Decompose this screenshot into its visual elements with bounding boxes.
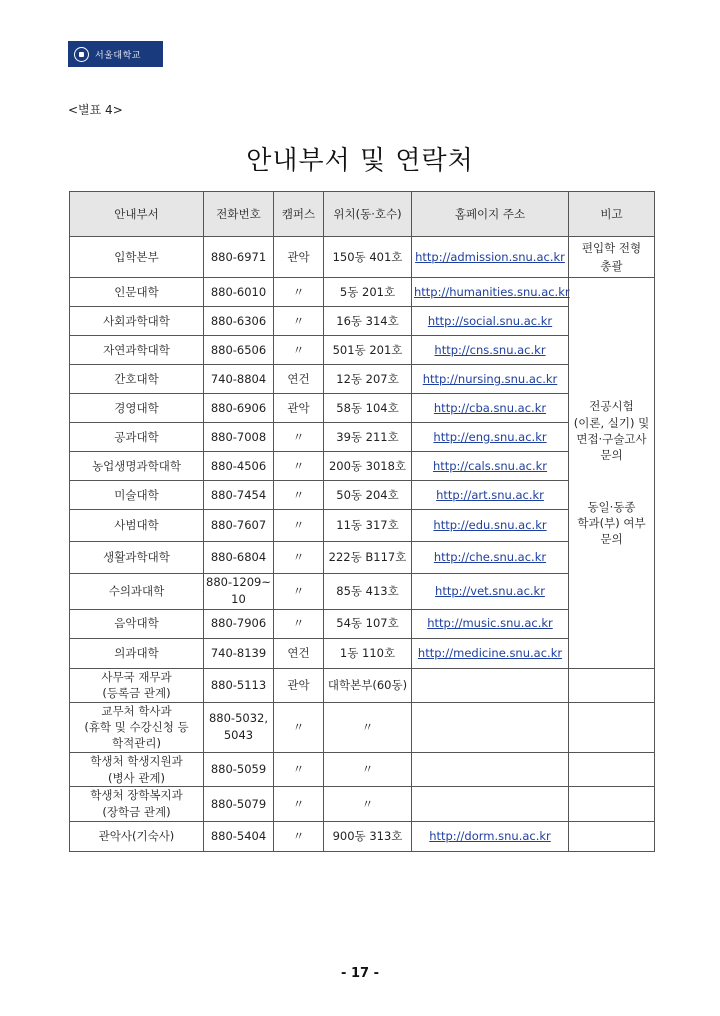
homepage-cell [412, 574, 569, 610]
note-line: 학과(부) 여부 [577, 515, 646, 530]
note-cell-empty [569, 752, 655, 786]
homepage-cell [412, 278, 569, 307]
campus-cell: 〃 [274, 752, 324, 786]
dept-cell [70, 787, 204, 821]
table-row [70, 668, 655, 702]
homepage-cell [412, 752, 569, 786]
homepage-link[interactable]: http://cals.snu.ac.kr [432, 458, 548, 473]
location-cell: 54동 107호 [324, 609, 412, 638]
campus-cell: 〃 [274, 452, 324, 481]
location-cell: 501동 201호 [324, 336, 412, 365]
dept-line: 교무처 학사과 [101, 704, 172, 719]
table-row [70, 452, 655, 481]
dept-cell: 입학본부 [70, 237, 204, 278]
location-cell: 200동 3018호 [324, 452, 412, 481]
campus-cell: 〃 [274, 307, 324, 336]
campus-cell: 관악 [274, 668, 324, 702]
homepage-cell [412, 668, 569, 702]
location-cell: 12동 207호 [324, 365, 412, 394]
homepage-link[interactable]: http://admission.snu.ac.kr [415, 249, 565, 264]
dept-cell: 간호대학 [70, 365, 204, 394]
contact-table [69, 191, 655, 852]
dept-line: 사무국 재무과 [101, 669, 172, 684]
table-row [70, 752, 655, 786]
location-cell: 900동 313호 [324, 821, 412, 851]
homepage-link[interactable]: http://nursing.snu.ac.kr [422, 371, 558, 386]
note-cell-empty [569, 668, 655, 702]
dept-line: (등록금 관계) [102, 686, 171, 701]
homepage-link[interactable]: http://eng.snu.ac.kr [433, 429, 547, 444]
location-cell: 〃 [324, 787, 412, 821]
phone-cell: 880-5113 [204, 668, 274, 702]
table-row [70, 609, 655, 638]
homepage-link[interactable]: http://humanities.snu.ac.kr [414, 284, 570, 299]
phone-line: 5043 [223, 728, 254, 743]
table-row [70, 394, 655, 423]
dept-line: (휴학 및 수강신청 등 [84, 720, 189, 735]
homepage-cell [412, 394, 569, 423]
note-cell-empty [569, 787, 655, 821]
homepage-cell [412, 821, 569, 851]
location-cell: 대학본부(60동) [324, 668, 412, 702]
location-cell: 11동 317호 [324, 510, 412, 542]
note-spacer [571, 463, 652, 499]
homepage-cell [412, 542, 569, 574]
homepage-cell [412, 452, 569, 481]
page-title: 안내부서 및 연락처 [246, 146, 474, 176]
note-line: 전공시험 [589, 399, 634, 414]
table-row [70, 336, 655, 365]
dept-line: (장학금 관계) [102, 804, 171, 819]
campus-cell: 〃 [274, 574, 324, 610]
phone-cell: 880-7008 [204, 423, 274, 452]
table-row [70, 278, 655, 307]
phone-cell: 880-6906 [204, 394, 274, 423]
location-cell: 222동 B117호 [324, 542, 412, 574]
dept-cell: 인문대학 [70, 278, 204, 307]
campus-cell: 〃 [274, 336, 324, 365]
campus-cell: 〃 [274, 510, 324, 542]
table-row [70, 307, 655, 336]
table-row [70, 237, 655, 278]
table-row [70, 423, 655, 452]
table-row [70, 481, 655, 510]
note-cell-empty [569, 821, 655, 851]
phone-cell: 880-7906 [204, 609, 274, 638]
location-cell: 1동 110호 [324, 638, 412, 668]
university-logo [68, 41, 163, 67]
phone-cell: 880-7607 [204, 510, 274, 542]
homepage-cell [412, 787, 569, 821]
homepage-link[interactable]: http://music.snu.ac.kr [427, 616, 553, 631]
homepage-link[interactable]: http://social.snu.ac.kr [427, 313, 553, 328]
table-label: <별표 4> [68, 103, 123, 117]
phone-cell: 880-6804 [204, 542, 274, 574]
table-row [70, 365, 655, 394]
homepage-link[interactable]: http://medicine.snu.ac.kr [417, 645, 563, 660]
note-line: 총괄 [600, 259, 623, 273]
location-cell: 85동 413호 [324, 574, 412, 610]
phone-cell: 880-6010 [204, 278, 274, 307]
phone-line: 880-5032, [208, 711, 269, 726]
campus-cell: 〃 [274, 542, 324, 574]
campus-cell: 연건 [274, 365, 324, 394]
campus-cell: 〃 [274, 278, 324, 307]
column-header-location: 위치(동·호수) [324, 192, 412, 237]
column-header-campus: 캠퍼스 [274, 192, 324, 237]
phone-cell: 880-6506 [204, 336, 274, 365]
phone-cell: 880-5079 [204, 787, 274, 821]
location-cell: 50동 204호 [324, 481, 412, 510]
note-cell-admission [569, 237, 655, 278]
homepage-cell [412, 307, 569, 336]
dept-cell [70, 752, 204, 786]
dept-line: 학생처 학생지원과 [90, 753, 183, 768]
dept-cell: 공과대학 [70, 423, 204, 452]
homepage-cell [412, 423, 569, 452]
table-row [70, 702, 655, 752]
table-row [70, 787, 655, 821]
location-cell: 16동 314호 [324, 307, 412, 336]
table-row [70, 510, 655, 542]
homepage-link[interactable]: http://che.snu.ac.kr [433, 550, 547, 565]
column-header-phone: 전화번호 [204, 192, 274, 237]
phone-cell: 740-8139 [204, 638, 274, 668]
note-line: 문의 [600, 531, 623, 546]
page-number: - 17 - [341, 966, 379, 981]
note-line: 동일·동종 [587, 499, 636, 514]
location-cell: 150동 401호 [324, 237, 412, 278]
homepage-cell [412, 481, 569, 510]
phone-line: 10 [231, 592, 246, 607]
note-line: (이론, 실기) 및 [573, 415, 650, 430]
homepage-cell [412, 638, 569, 668]
dept-cell [70, 702, 204, 752]
dept-cell: 사회과학대학 [70, 307, 204, 336]
note-cell-colleges [569, 278, 655, 669]
table-row [70, 638, 655, 668]
dept-cell: 자연과학대학 [70, 336, 204, 365]
location-cell: 〃 [324, 702, 412, 752]
homepage-cell [412, 510, 569, 542]
dept-line: 학생처 장학복지과 [90, 788, 183, 803]
phone-cell [204, 574, 274, 610]
campus-cell: 〃 [274, 481, 324, 510]
note-line: 편입학 전형 [581, 240, 642, 255]
note-line: 면접·구술고사 [576, 431, 647, 446]
dept-cell: 수의과대학 [70, 574, 204, 610]
dept-line: (병사 관계) [107, 770, 166, 785]
dept-cell: 사범대학 [70, 510, 204, 542]
table-row [70, 574, 655, 610]
phone-cell: 880-5404 [204, 821, 274, 851]
campus-cell: 관악 [274, 237, 324, 278]
university-emblem-icon [74, 47, 89, 62]
location-cell: 39동 211호 [324, 423, 412, 452]
homepage-cell [412, 365, 569, 394]
homepage-cell [412, 702, 569, 752]
dept-cell: 의과대학 [70, 638, 204, 668]
campus-cell: 〃 [274, 821, 324, 851]
phone-cell: 880-6306 [204, 307, 274, 336]
phone-cell: 880-6971 [204, 237, 274, 278]
homepage-cell [412, 336, 569, 365]
homepage-link[interactable]: http://dorm.snu.ac.kr [429, 828, 551, 843]
campus-cell: 〃 [274, 702, 324, 752]
dept-cell: 농업생명과학대학 [70, 452, 204, 481]
table-header-row [70, 192, 655, 237]
column-header-note: 비고 [569, 192, 655, 237]
phone-cell: 880-7454 [204, 481, 274, 510]
dept-cell: 생활과학대학 [70, 542, 204, 574]
note-line: 문의 [600, 447, 623, 462]
dept-cell: 관악사(기숙사) [70, 821, 204, 851]
logo-text: 서울대학교 [95, 50, 141, 61]
table-row [70, 821, 655, 851]
campus-cell: 연건 [274, 638, 324, 668]
dept-cell: 미술대학 [70, 481, 204, 510]
phone-line: 880-1209~ [206, 575, 272, 589]
note-cell-empty [569, 702, 655, 752]
campus-cell: 〃 [274, 609, 324, 638]
homepage-cell [412, 609, 569, 638]
homepage-cell [412, 237, 569, 278]
dept-cell: 경영대학 [70, 394, 204, 423]
phone-cell: 740-8804 [204, 365, 274, 394]
campus-cell: 〃 [274, 423, 324, 452]
table-row [70, 542, 655, 574]
dept-line: 학적관리) [112, 736, 161, 751]
column-header-dept: 안내부서 [70, 192, 204, 237]
column-header-homepage: 홈페이지 주소 [412, 192, 569, 237]
homepage-link[interactable]: http://edu.snu.ac.kr [433, 518, 547, 533]
dept-cell [70, 668, 204, 702]
location-cell: 〃 [324, 752, 412, 786]
location-cell: 5동 201호 [324, 278, 412, 307]
phone-cell: 880-4506 [204, 452, 274, 481]
homepage-link[interactable]: http://vet.snu.ac.kr [435, 584, 545, 599]
phone-cell [204, 702, 274, 752]
campus-cell: 관악 [274, 394, 324, 423]
dept-cell: 음악대학 [70, 609, 204, 638]
homepage-link[interactable]: http://art.snu.ac.kr [436, 487, 544, 502]
homepage-link[interactable]: http://cba.snu.ac.kr [433, 400, 547, 415]
phone-cell: 880-5059 [204, 752, 274, 786]
location-cell: 58동 104호 [324, 394, 412, 423]
homepage-link[interactable]: http://cns.snu.ac.kr [434, 342, 546, 357]
campus-cell: 〃 [274, 787, 324, 821]
